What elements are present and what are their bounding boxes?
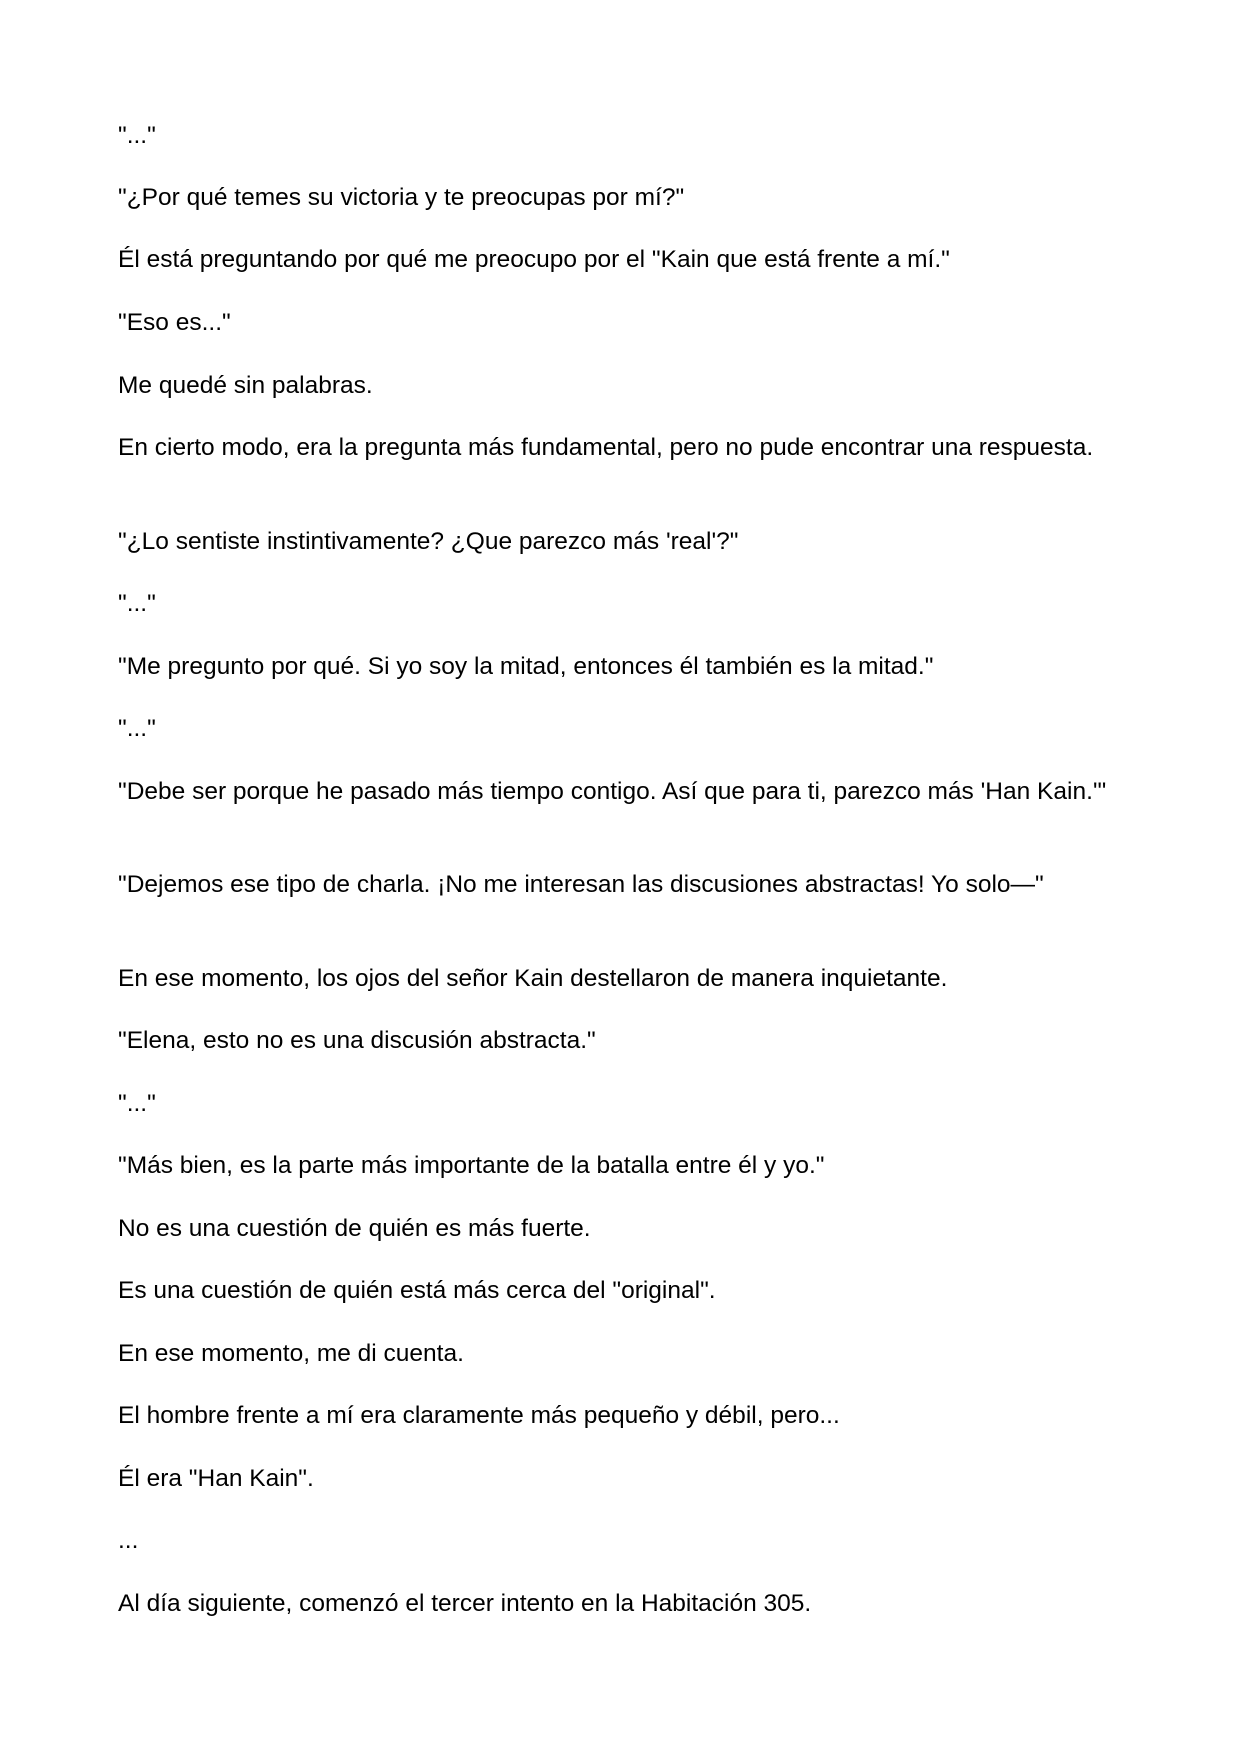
paragraph: "..." [118, 122, 156, 149]
paragraph: En cierto modo, era la pregunta más fundamental, pero no pude encontrar una respuesta. [118, 434, 1094, 461]
paragraph: "Más bien, es la parte más importante de la batalla entre él y yo." [118, 1152, 825, 1179]
paragraph: "¿Por qué temes su victoria y te preocupas por mí?" [118, 184, 685, 211]
paragraph: "Dejemos ese tipo de charla. ¡No me interesan las discusiones abstractas! Yo solo—" [118, 871, 1044, 898]
paragraph: En ese momento, los ojos del señor Kain destellaron de manera inquietante. [118, 965, 948, 992]
paragraph: Él está preguntando por qué me preocupo por el "Kain que está frente a mí." [118, 246, 950, 273]
paragraph: "¿Lo sentiste instintivamente? ¿Que parezco más 'real'?" [118, 528, 739, 555]
paragraph: ... [118, 1527, 139, 1554]
paragraph: "..." [118, 590, 156, 617]
paragraph: En ese momento, me di cuenta. [118, 1340, 464, 1367]
paragraph: "..." [118, 715, 156, 742]
paragraph: "Debe ser porque he pasado más tiempo contigo. Así que para ti, parezco más 'Han Kain.'" [118, 778, 1107, 805]
paragraph: El hombre frente a mí era claramente más pequeño y débil, pero... [118, 1402, 840, 1429]
paragraph: "Me pregunto por qué. Si yo soy la mitad, entonces él también es la mitad." [118, 653, 934, 680]
paragraph: "Elena, esto no es una discusión abstracta." [118, 1027, 596, 1054]
paragraph: Él era "Han Kain". [118, 1465, 314, 1492]
paragraph: "Eso es..." [118, 309, 231, 336]
paragraph: Al día siguiente, comenzó el tercer intento en la Habitación 305. [118, 1590, 812, 1617]
paragraph: "..." [118, 1090, 156, 1117]
paragraph: Me quedé sin palabras. [118, 372, 373, 399]
paragraph: No es una cuestión de quién es más fuerte. [118, 1215, 591, 1242]
paragraph: Es una cuestión de quién está más cerca del "original". [118, 1277, 716, 1304]
